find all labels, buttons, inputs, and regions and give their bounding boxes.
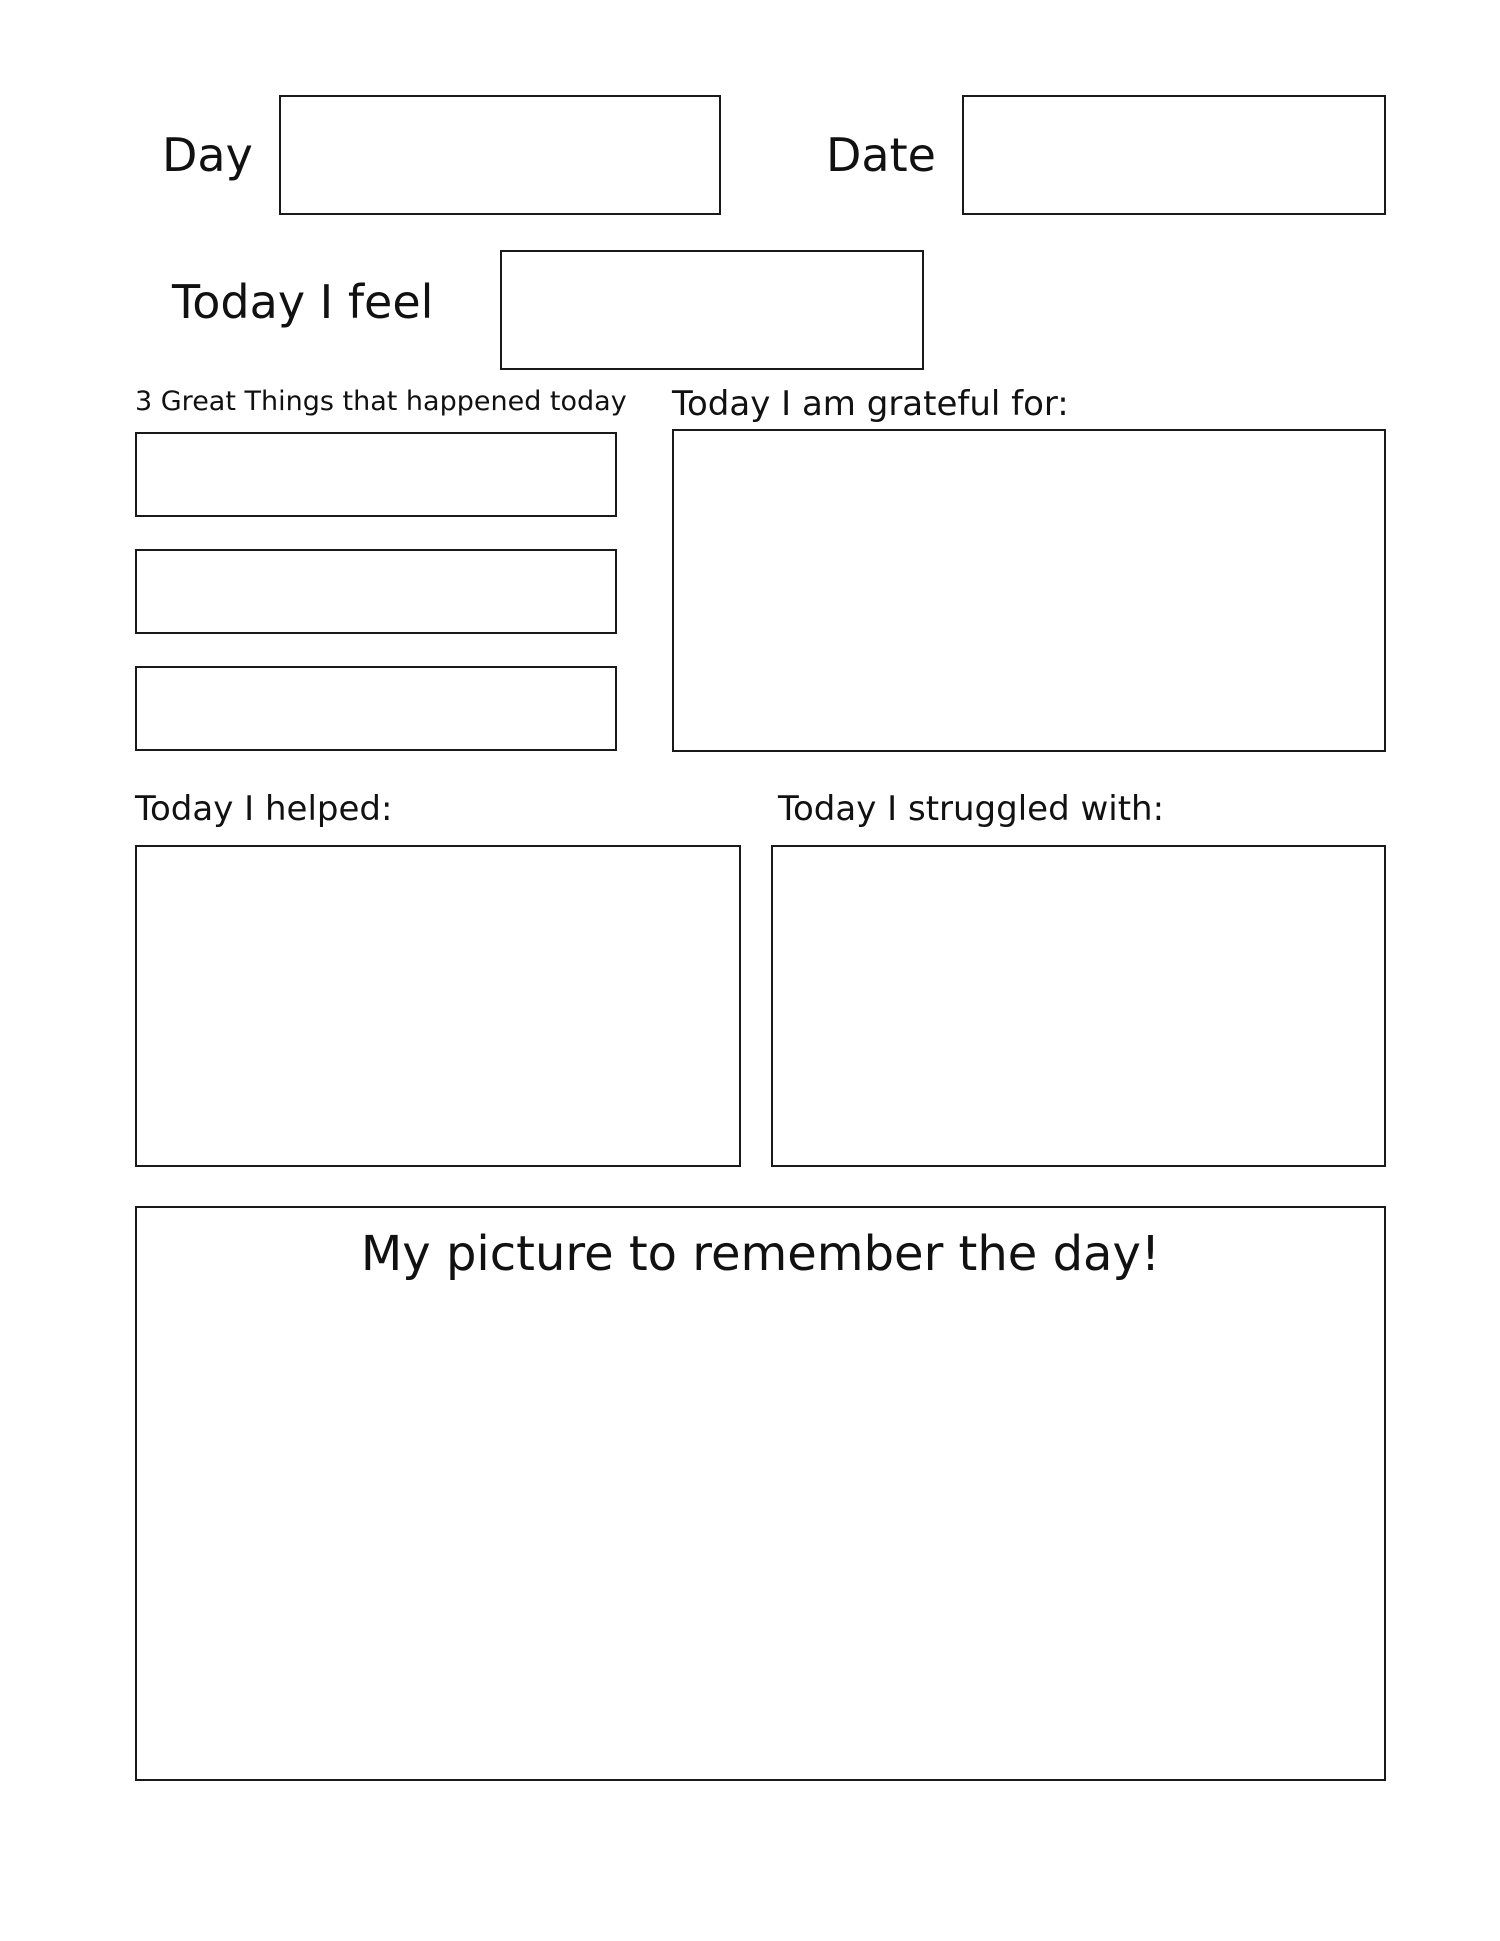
date-label: Date — [826, 128, 936, 182]
struggled-field[interactable] — [771, 845, 1386, 1167]
day-field[interactable] — [279, 95, 721, 215]
helped-field[interactable] — [135, 845, 741, 1167]
grateful-label: Today I am grateful for: — [672, 384, 1069, 424]
day-label: Day — [162, 128, 253, 182]
picture-title: My picture to remember the day! — [360, 1226, 1161, 1282]
great-thing-field-3[interactable] — [135, 666, 617, 751]
great-things-label: 3 Great Things that happened today — [135, 386, 627, 417]
great-thing-field-2[interactable] — [135, 549, 617, 634]
helped-label: Today I helped: — [135, 789, 393, 829]
feel-field[interactable] — [500, 250, 924, 370]
struggled-label: Today I struggled with: — [778, 789, 1165, 829]
picture-area[interactable] — [135, 1206, 1386, 1781]
great-thing-field-1[interactable] — [135, 432, 617, 517]
date-field[interactable] — [962, 95, 1386, 215]
feel-label: Today I feel — [172, 275, 434, 329]
grateful-field[interactable] — [672, 429, 1386, 752]
